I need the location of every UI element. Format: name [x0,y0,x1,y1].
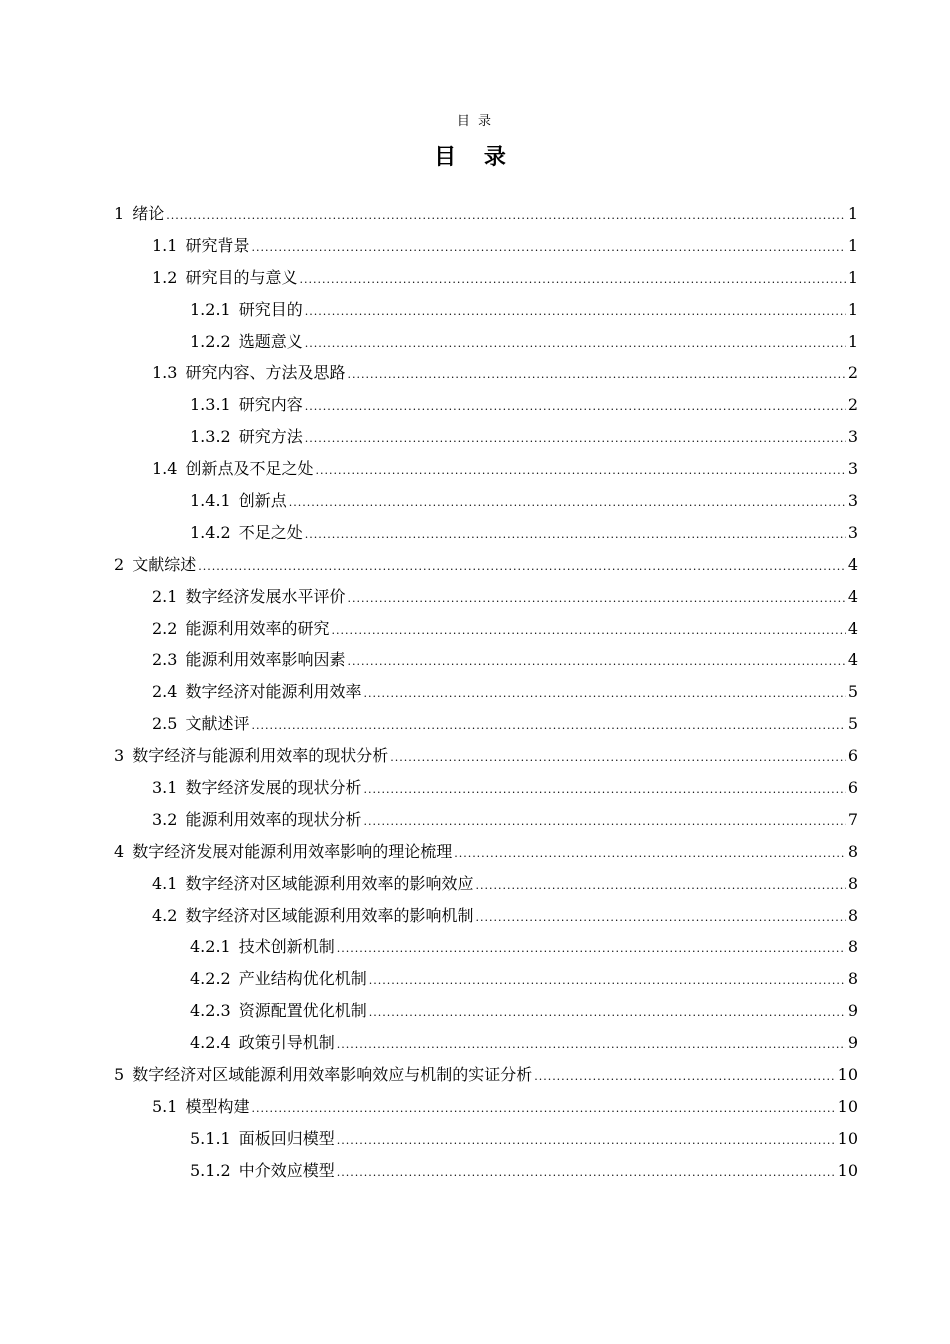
toc-entry-number: 4.2.1 [190,937,231,957]
toc-entry[interactable] [0,485,950,517]
toc-page-number: 4 [847,586,858,606]
toc-page-number: 7 [847,809,858,829]
toc-entry-title: 不足之处 [238,522,303,542]
toc-page-number: 1 [847,331,858,351]
toc-dot-leader [363,678,845,710]
toc-entry[interactable] [0,230,950,262]
toc-entry-number: 1.4.1 [190,491,231,511]
toc-entry-number: 1.3.1 [190,395,231,415]
toc-page-number: 2 [847,395,858,415]
toc-dot-leader [198,551,846,583]
toc-entry-title: 数字经济与能源利用效率的现状分析 [132,746,389,766]
toc-entry-number: 3 [114,746,125,766]
toc-page-number: 8 [847,841,858,861]
toc-entry-number: 1.4 [152,459,178,479]
toc-page-number: 9 [847,1001,858,1021]
toc-dot-leader [331,615,845,647]
toc-entry[interactable] [0,1091,950,1123]
toc-entry-number: 5.1 [152,1096,178,1116]
toc-page-number: 3 [847,427,858,447]
toc-entry[interactable] [0,804,950,836]
toc-entry-title: 中介效应模型 [238,1160,335,1180]
toc-entry-title: 选题意义 [238,331,303,351]
toc-dot-leader [347,359,845,391]
toc-dot-leader [315,455,845,487]
toc-entry-title: 文献综述 [132,554,197,574]
toc-dot-leader [534,1061,835,1093]
toc-entry-title: 数字经济发展水平评价 [185,586,346,606]
toc-dot-leader [363,774,845,806]
toc-entry-number: 1.3.2 [190,427,231,447]
toc-page-number: 4 [847,650,858,670]
toc-entry-number: 5 [114,1065,125,1085]
toc-dot-leader [337,1125,836,1157]
toc-entry[interactable] [0,931,950,963]
toc-entry-number: 3.2 [152,809,178,829]
toc-page-number: 6 [847,746,858,766]
toc-entry-title: 数字经济对区域能源利用效率影响效应与机制的实证分析 [132,1065,533,1085]
toc-page-number: 8 [847,937,858,957]
page-title: 目 录 [434,145,516,170]
toc-entry[interactable] [0,676,950,708]
table-of-contents [0,198,950,1187]
toc-dot-leader [166,200,846,232]
toc-entry[interactable] [0,1027,950,1059]
toc-entry-number: 4.2.2 [190,969,231,989]
toc-page-number: 1 [847,267,858,287]
toc-entry-number: 2 [114,554,125,574]
toc-entry[interactable] [0,900,950,932]
toc-entry[interactable] [0,772,950,804]
toc-dot-leader [289,487,846,519]
toc-entry-number: 5.1.2 [190,1160,231,1180]
toc-page-number: 3 [847,491,858,511]
toc-entry-title: 创新点及不足之处 [185,459,314,479]
running-header: 目 录 [456,114,494,129]
toc-entry-title: 研究内容 [238,395,303,415]
toc-entry[interactable] [0,708,950,740]
toc-page-number: 8 [847,969,858,989]
toc-entry[interactable] [0,868,950,900]
toc-dot-leader [305,519,846,551]
toc-dot-leader [337,1029,846,1061]
toc-entry-title: 能源利用效率影响因素 [185,650,346,670]
toc-page-number: 4 [847,618,858,638]
toc-dot-leader [475,902,845,934]
toc-entry-number: 2.2 [152,618,178,638]
toc-entry[interactable] [0,198,950,230]
toc-dot-leader [251,710,845,742]
toc-dot-leader [347,646,845,678]
toc-entry[interactable] [0,421,950,453]
toc-entry-number: 4.2.4 [190,1033,231,1053]
toc-dot-leader [305,423,846,455]
toc-entry-title: 数字经济对能源利用效率 [185,682,362,702]
toc-page-number: 3 [847,522,858,542]
toc-entry-number: 2.5 [152,714,178,734]
toc-entry-title: 研究背景 [185,235,250,255]
toc-page-number: 3 [847,459,858,479]
toc-entry-number: 1.3 [152,363,178,383]
toc-entry[interactable] [0,549,950,581]
toc-entry[interactable] [0,453,950,485]
toc-entry-title: 能源利用效率的研究 [185,618,330,638]
toc-entry-number: 2.4 [152,682,178,702]
toc-dot-leader [390,742,846,774]
toc-entry-number: 4 [114,841,125,861]
toc-entry-title: 研究目的 [238,299,303,319]
toc-entry[interactable] [0,517,950,549]
toc-entry-title: 文献述评 [185,714,250,734]
toc-dot-leader [347,583,845,615]
toc-dot-leader [305,391,846,423]
toc-entry[interactable] [0,1123,950,1155]
toc-page-number: 4 [847,554,858,574]
toc-entry-number: 2.3 [152,650,178,670]
toc-dot-leader [363,806,845,838]
toc-entry-title: 面板回归模型 [238,1128,335,1148]
toc-page-number: 2 [847,363,858,383]
toc-page-number: 10 [837,1096,858,1116]
toc-entry-title: 绪论 [132,204,165,223]
toc-entry-number: 4.1 [152,873,178,893]
toc-dot-leader [251,1093,835,1125]
toc-page-number: 9 [847,1033,858,1053]
toc-entry-title: 资源配置优化机制 [238,1001,367,1021]
toc-entry-title: 研究目的与意义 [185,267,298,287]
toc-page-number: 6 [847,778,858,798]
toc-dot-leader [369,965,846,997]
toc-entry[interactable] [0,740,950,772]
toc-entry[interactable] [0,389,950,421]
toc-entry[interactable] [0,963,950,995]
toc-entry-number: 1.1 [152,235,178,255]
toc-entry-title: 数字经济发展对能源利用效率影响的理论梳理 [132,841,453,861]
toc-page-number: 8 [847,905,858,925]
toc-entry-title: 数字经济发展的现状分析 [185,778,362,798]
toc-dot-leader [475,870,845,902]
toc-entry-number: 1 [114,204,125,223]
toc-dot-leader [251,232,845,264]
toc-entry[interactable] [0,1155,950,1187]
toc-page-number: 1 [847,299,858,319]
toc-page-number: 10 [837,1128,858,1148]
toc-entry-number: 1.2 [152,267,178,287]
toc-entry-title: 产业结构优化机制 [238,969,367,989]
toc-entry[interactable] [0,294,950,326]
toc-entry-number: 2.1 [152,586,178,606]
toc-dot-leader [454,838,846,870]
toc-page-number: 10 [837,1065,858,1085]
toc-page-number: 8 [847,873,858,893]
toc-dot-leader [299,264,845,296]
toc-entry[interactable] [0,262,950,294]
toc-dot-leader [337,933,846,965]
toc-entry-number: 1.2.2 [190,331,231,351]
toc-entry[interactable] [0,995,950,1027]
toc-entry-title: 数字经济对区域能源利用效率的影响机制 [185,905,474,925]
toc-entry[interactable] [0,581,950,613]
toc-entry[interactable] [0,357,950,389]
toc-entry[interactable] [0,1059,950,1091]
toc-page-number: 5 [847,714,858,734]
toc-page-number: 1 [847,235,858,255]
toc-entry-number: 5.1.1 [190,1128,231,1148]
toc-entry-title: 技术创新机制 [238,937,335,957]
toc-entry[interactable] [0,644,950,676]
toc-page-number: 1 [847,204,858,223]
toc-entry-number: 1.4.2 [190,522,231,542]
toc-page-number: 5 [847,682,858,702]
toc-entry-title: 创新点 [238,491,287,511]
toc-entry-number: 3.1 [152,778,178,798]
toc-dot-leader [305,328,846,360]
toc-entry-title: 政策引导机制 [238,1033,335,1053]
toc-entry-title: 能源利用效率的现状分析 [185,809,362,829]
toc-entry[interactable] [0,613,950,645]
toc-entry-title: 研究内容、方法及思路 [185,363,346,383]
toc-entry-number: 4.2 [152,905,178,925]
toc-dot-leader [369,997,846,1029]
toc-entry[interactable] [0,326,950,358]
toc-entry-title: 数字经济对区域能源利用效率的影响效应 [185,873,474,893]
toc-dot-leader [337,1157,836,1189]
toc-entry-title: 模型构建 [185,1096,250,1116]
toc-entry-title: 研究方法 [238,427,303,447]
toc-entry-number: 4.2.3 [190,1001,231,1021]
toc-entry-number: 1.2.1 [190,299,231,319]
toc-entry[interactable] [0,836,950,868]
toc-page-number: 10 [837,1160,858,1180]
toc-dot-leader [305,296,846,328]
